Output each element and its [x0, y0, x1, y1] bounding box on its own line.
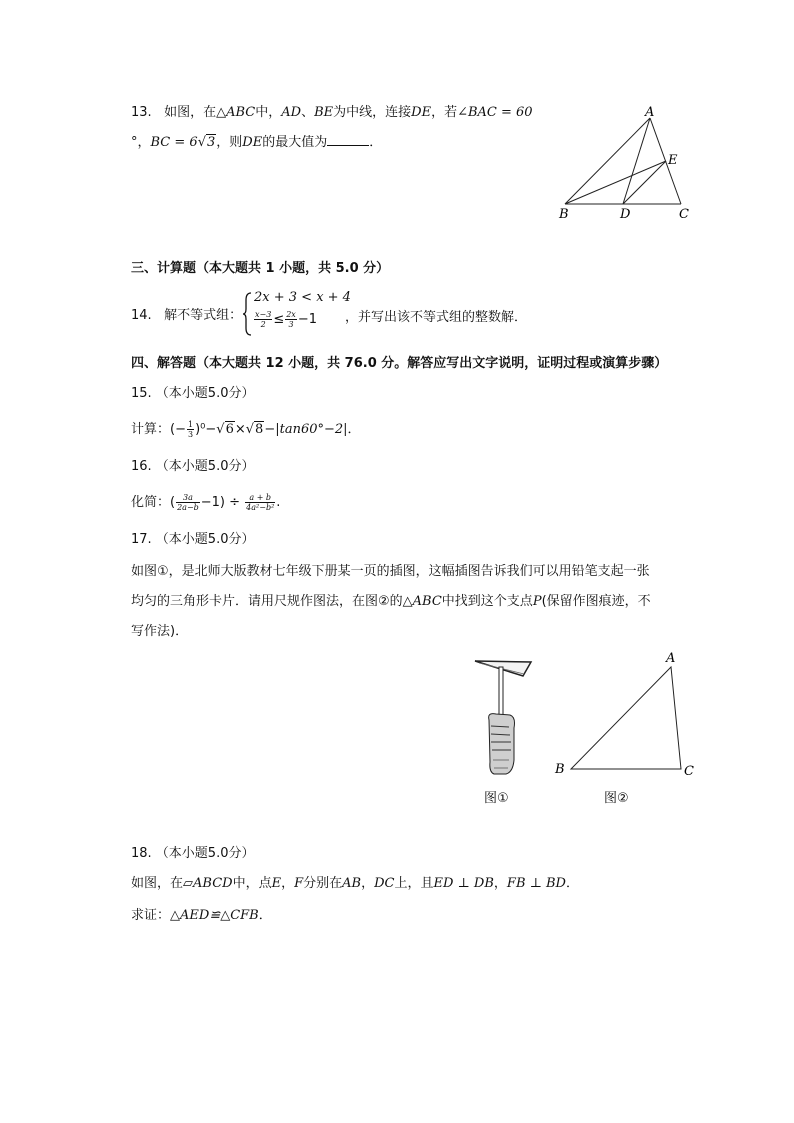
- q13-text: 中，: [255, 105, 282, 120]
- q17-p: P: [532, 594, 542, 609]
- q13-text: ，若: [431, 105, 458, 120]
- frac-num: x−3: [255, 310, 272, 319]
- q17-line1: 如图①，是北师大版教材七年级下册某一页的插图，这幅插图告诉我们可以用铅笔支起一张: [131, 564, 650, 579]
- frac-num: 1: [187, 420, 194, 429]
- q17-triangle: △ABC: [402, 594, 442, 609]
- q18-fb-perp: FB ⊥ BD: [506, 876, 566, 891]
- label-e: E: [668, 153, 678, 168]
- frac-den: 2: [260, 320, 266, 329]
- q13-end: ．: [369, 135, 383, 150]
- frac-num: 2x: [286, 310, 296, 319]
- section-heading-4: 四、解答题（本大题共 12 小题，共 76.0 分。解答应写出文字说明，证明过程或演算步骤）: [131, 356, 668, 371]
- q18-comma: ，: [361, 876, 375, 891]
- q13-be: BE: [314, 105, 334, 120]
- answer-blank[interactable]: [327, 133, 369, 146]
- q14-number: 14.: [131, 308, 152, 323]
- label-a: A: [666, 651, 676, 666]
- q18-e: E: [271, 876, 282, 891]
- q13-degree: °，: [131, 135, 151, 150]
- q17-text: 中找到这个支点: [441, 594, 533, 609]
- q14-le: ≤: [273, 312, 285, 327]
- q18-text: 上，且: [394, 876, 434, 891]
- q13-number: 13.: [131, 105, 152, 120]
- q15-sqrt8: 8: [255, 422, 264, 437]
- q13-line2: °，BC = 6√3，则DE的最大值为 ．: [131, 135, 383, 150]
- q18-prove-label: 求证：: [131, 908, 171, 923]
- q16-body: [131, 493, 280, 513]
- segment-de: [623, 161, 666, 204]
- q15-neg: −: [175, 422, 186, 437]
- q16-minus1: −1) ÷: [200, 495, 245, 510]
- label-c: C: [684, 764, 694, 779]
- segment-be: [565, 161, 666, 204]
- q14-label: 解不等式组：: [164, 308, 243, 323]
- label-b: B: [555, 762, 565, 777]
- q14-minus-one: −1: [297, 312, 317, 327]
- pencil: [499, 667, 503, 719]
- q13-sep: 、: [301, 105, 315, 120]
- q15-body: 计算：(− $\frac{1}{3}$ )⁰−√6×√8−|tan60°−2|．: [131, 420, 361, 439]
- caption-figure-1: 图①: [484, 791, 509, 806]
- q17-text: 均匀的三角形卡片．请用尺规作图法，在图②的: [131, 594, 403, 609]
- caption-figure-2: 图②: [604, 791, 629, 806]
- q13-triangle: △ABC: [216, 105, 256, 120]
- segment-ab: [565, 118, 650, 204]
- q13-angle: ∠BAC = 60: [457, 105, 533, 120]
- triangle-card: [475, 661, 531, 676]
- frac-den: 2a−b: [177, 503, 199, 512]
- q13-bc: BC = 6: [150, 135, 198, 150]
- frac-num: a + b: [245, 493, 275, 503]
- q18-text: 如图，在: [131, 876, 184, 891]
- q18-line2: [131, 906, 272, 926]
- frac-den: 4a²−b²: [246, 503, 275, 512]
- segment-ac: [650, 118, 681, 204]
- q15-times: ×: [234, 422, 246, 437]
- system-brace: [243, 292, 253, 336]
- q18-text: 中，点: [232, 876, 272, 891]
- q17-header: 17. （本小题5.0分）: [131, 532, 255, 547]
- q15-label: 计算：(: [131, 422, 176, 437]
- q14-ineq2: [253, 310, 317, 329]
- q18-end: ．: [565, 876, 579, 891]
- q16-label: 化简：(: [131, 495, 176, 510]
- q16-header: 16. （本小题5.0分）: [131, 459, 255, 474]
- q18-comma: ，: [281, 876, 295, 891]
- q13-text: 的最大值为: [262, 135, 328, 150]
- label-d: D: [620, 207, 631, 222]
- q13-de2: DE: [242, 135, 263, 150]
- label-a: A: [645, 105, 655, 120]
- q15-end: ．: [347, 422, 361, 437]
- q18-line1: [131, 874, 579, 894]
- frac-den: 3: [187, 430, 194, 439]
- q18-f: F: [294, 876, 304, 891]
- q18-dc: DC: [374, 876, 395, 891]
- q13-sqrt3: 3: [206, 135, 216, 150]
- q18-end: ．: [258, 908, 272, 923]
- hand: [489, 714, 515, 774]
- q17-text: (保留作图痕迹，不: [541, 594, 651, 609]
- q13-line1: [131, 103, 533, 123]
- q13-text: 如图，在: [164, 105, 217, 120]
- label-c: C: [679, 207, 689, 222]
- q15-pow0: )⁰−: [195, 422, 217, 437]
- q13-ad: AD: [281, 105, 302, 120]
- q14-line: [131, 306, 242, 326]
- q18-ab: AB: [342, 876, 362, 891]
- q13-de: DE: [411, 105, 432, 120]
- q17-line2: [131, 592, 651, 612]
- q15-abs: −|tan60°−2|: [264, 422, 348, 437]
- section-heading-3: 三、计算题（本大题共 1 小题，共 5.0 分）: [131, 261, 390, 276]
- q13-text: ，则: [216, 135, 243, 150]
- q18-comma: ，: [493, 876, 507, 891]
- q13-text: 为中线，连接: [333, 105, 412, 120]
- frac-num: 3a: [176, 493, 200, 503]
- q16-end: .: [276, 495, 281, 510]
- frac-den: 3: [288, 320, 294, 329]
- q18-parallelogram: ▱ABCD: [183, 876, 233, 891]
- q18-ed-perp: ED ⊥ DB: [433, 876, 494, 891]
- q15-sqrt6: 6: [225, 422, 234, 437]
- q18-congruence: △AED≌△CFB: [170, 908, 259, 923]
- q17-line3: 写作法)．: [131, 624, 189, 639]
- q14-tail: ，并写出该不等式组的整数解．: [345, 310, 528, 325]
- q15-header: 15. （本小题5.0分）: [131, 386, 255, 401]
- q18-header: 18. （本小题5.0分）: [131, 846, 255, 861]
- q18-text: 分别在: [303, 876, 343, 891]
- label-b: B: [559, 207, 569, 222]
- triangle-abc: [571, 667, 681, 769]
- q14-ineq1: 2x + 3 < x + 4: [254, 290, 351, 305]
- segment-ad: [623, 118, 650, 204]
